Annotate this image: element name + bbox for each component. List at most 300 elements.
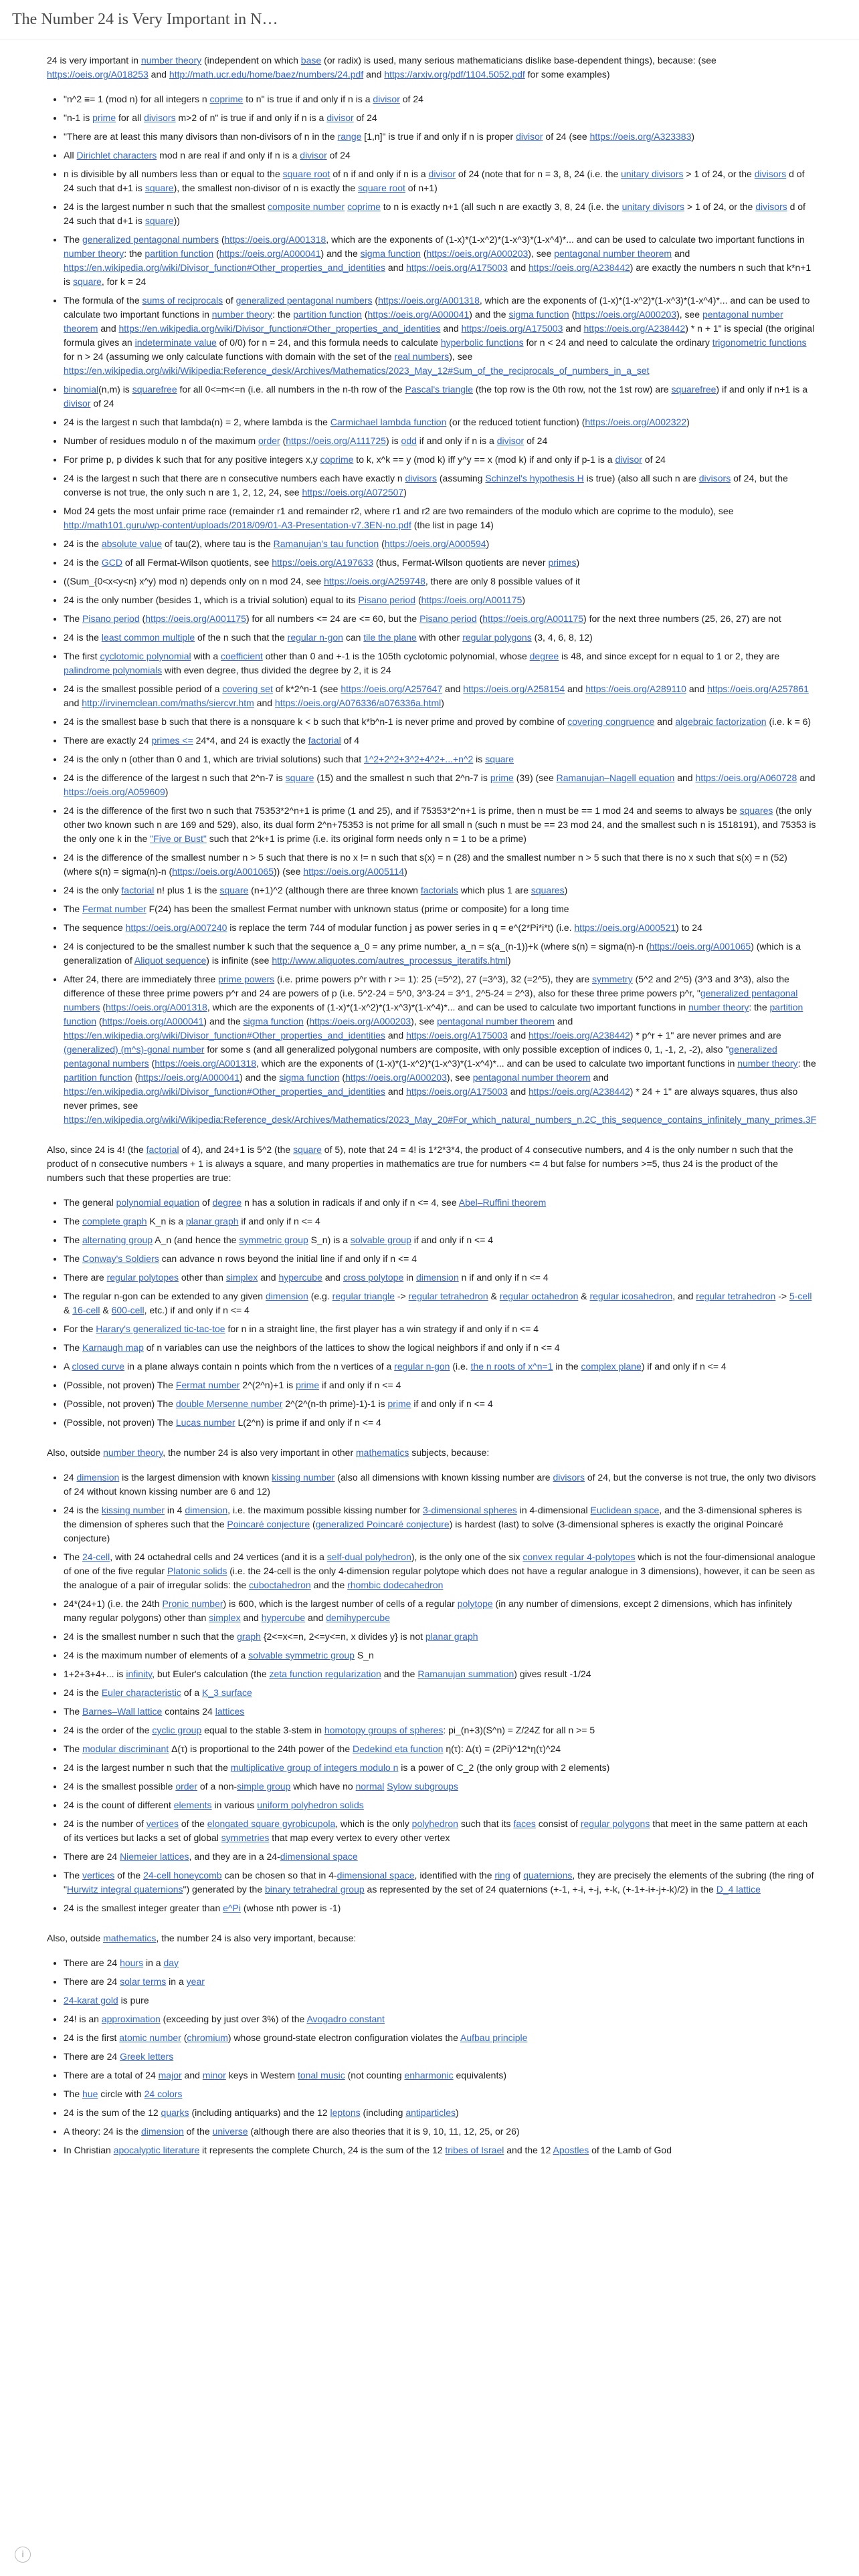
- inline-link[interactable]: square: [285, 772, 314, 783]
- text-run: The first: [64, 651, 100, 661]
- inline-link[interactable]: squarefree: [132, 384, 177, 395]
- inline-link[interactable]: hypercube: [261, 1612, 306, 1623]
- text-run: The: [64, 1551, 83, 1562]
- inline-link[interactable]: 24-cell honeycomb: [143, 1870, 222, 1881]
- inline-link[interactable]: trigonometric functions: [712, 337, 807, 348]
- inline-link[interactable]: https://oeis.org/A001318: [155, 1058, 256, 1069]
- inline-link[interactable]: kissing number: [101, 1505, 165, 1515]
- inline-link[interactable]: tonal music: [297, 2070, 345, 2080]
- inline-link[interactable]: partition function: [64, 1072, 132, 1083]
- inline-link[interactable]: algebraic factorization: [675, 716, 767, 727]
- inline-link[interactable]: tribes of Israel: [445, 2145, 504, 2155]
- inline-link[interactable]: hyperbolic functions: [440, 337, 524, 348]
- inline-link[interactable]: sigma function: [360, 248, 421, 259]
- text-run: (e.g.: [308, 1291, 332, 1301]
- inline-link[interactable]: elongated square gyrobicupola: [207, 1818, 336, 1829]
- inline-link[interactable]: "Five or Bust": [150, 833, 207, 844]
- inline-link[interactable]: https://oeis.org/A018253: [47, 69, 149, 80]
- inline-link[interactable]: square: [485, 754, 514, 764]
- inline-link[interactable]: Poincaré conjecture: [227, 1519, 310, 1529]
- inline-link[interactable]: covering set: [222, 683, 273, 694]
- inline-link[interactable]: K_3 surface: [202, 1687, 252, 1698]
- inline-link[interactable]: atomic number: [119, 2032, 181, 2043]
- inline-link[interactable]: sigma function: [508, 309, 569, 320]
- inline-link[interactable]: universe: [212, 2126, 248, 2137]
- inline-link[interactable]: Euler characteristic: [101, 1687, 181, 1698]
- inline-link[interactable]: https://oeis.org/A000203: [426, 248, 529, 259]
- inline-link[interactable]: simple group: [237, 1781, 291, 1792]
- inline-link[interactable]: convex regular 4-polytopes: [522, 1551, 636, 1562]
- text-run: (thus, Fermat-Wilson quotients are never: [373, 557, 549, 568]
- inline-link[interactable]: https://oeis.org/A000041: [138, 1072, 240, 1083]
- inline-link[interactable]: solar terms: [120, 1976, 167, 1987]
- inline-link[interactable]: prime: [490, 772, 514, 783]
- list-item: [64, 1550, 816, 1592]
- inline-link[interactable]: https://oeis.org/A175003: [406, 262, 508, 273]
- inline-link[interactable]: square: [145, 183, 174, 193]
- inline-link[interactable]: number theory: [64, 248, 124, 259]
- inline-link[interactable]: faces: [513, 1818, 536, 1829]
- inline-link[interactable]: 3-dimensional spheres: [422, 1505, 517, 1515]
- inline-link[interactable]: Platonic solids: [167, 1566, 227, 1576]
- inline-link[interactable]: factorial: [308, 735, 341, 746]
- inline-link[interactable]: https://en.wikipedia.org/wiki/Divisor_function#Other_properties_and_identities: [118, 323, 441, 334]
- inline-link[interactable]: https://oeis.org/A111725: [286, 435, 386, 446]
- inline-link[interactable]: pentagonal number theorem: [437, 1016, 555, 1027]
- inline-link[interactable]: dimension: [265, 1291, 308, 1301]
- inline-link[interactable]: https://en.wikipedia.org/wiki/Divisor_function#Other_properties_and_identities: [64, 1030, 385, 1041]
- inline-link[interactable]: square root: [358, 183, 405, 193]
- inline-link[interactable]: Conway's Soldiers: [82, 1253, 159, 1264]
- inline-link[interactable]: zeta function regularization: [269, 1669, 381, 1679]
- inline-link[interactable]: leptons: [330, 2107, 361, 2118]
- inline-link[interactable]: regular n-gon: [394, 1361, 450, 1372]
- text-run: and: [254, 697, 275, 708]
- inline-link[interactable]: binomial: [64, 384, 99, 395]
- inline-link[interactable]: https://oeis.org/A238442: [529, 1030, 630, 1041]
- inline-link[interactable]: 24-cell: [82, 1551, 110, 1562]
- inline-link[interactable]: degree: [212, 1197, 242, 1208]
- inline-link[interactable]: Abel–Ruffini theorem: [458, 1197, 547, 1208]
- inline-link[interactable]: order: [258, 435, 280, 446]
- list-item: [64, 612, 816, 626]
- inline-link[interactable]: https://oeis.org/A000041: [102, 1016, 204, 1027]
- inline-link[interactable]: Fermat number: [175, 1380, 240, 1390]
- inline-link[interactable]: Barnes–Wall lattice: [82, 1706, 163, 1717]
- inline-link[interactable]: https://en.wikipedia.org/wiki/Divisor_function#Other_properties_and_identities: [64, 262, 385, 273]
- inline-link[interactable]: tile the plane: [363, 632, 417, 643]
- inline-link[interactable]: https://oeis.org/A000041: [219, 248, 321, 259]
- inline-link[interactable]: planar graph: [425, 1631, 478, 1642]
- inline-link[interactable]: kissing number: [272, 1472, 335, 1483]
- inline-link[interactable]: Ramanujan summation: [417, 1669, 514, 1679]
- inline-link[interactable]: Harary's generalized tic-tac-toe: [96, 1323, 225, 1334]
- inline-link[interactable]: http://irvinemclean.com/maths/siercvr.htm: [82, 697, 254, 708]
- list-item: [64, 851, 816, 879]
- inline-link[interactable]: https://oeis.org/A076336/a076336a.html: [274, 697, 442, 708]
- inline-link[interactable]: regular polygons: [462, 632, 532, 643]
- inline-link[interactable]: hours: [120, 1957, 144, 1968]
- inline-link[interactable]: simplex: [209, 1612, 241, 1623]
- inline-link[interactable]: coprime: [209, 94, 244, 104]
- inline-link[interactable]: Pisano period: [82, 613, 140, 624]
- inline-link[interactable]: number theory: [140, 55, 202, 66]
- inline-link[interactable]: https://oeis.org/A001318: [378, 295, 480, 306]
- text-run: (: [213, 248, 219, 259]
- inline-link[interactable]: Dedekind eta function: [353, 1743, 444, 1754]
- inline-link[interactable]: https://en.wikipedia.org/wiki/Wikipedia:Reference_desk/Archives/Mathematics/2023_May_20#For_which_natural_numbers_n.2C_this_sequence_contains_infinitely_many_primes.3F: [64, 1114, 817, 1125]
- inline-link[interactable]: https://oeis.org/A002322: [585, 417, 687, 427]
- text-run: The: [64, 1743, 83, 1754]
- inline-link[interactable]: Fermat number: [82, 903, 147, 914]
- inline-link[interactable]: (generalized) (m^s)-gonal number: [64, 1044, 205, 1055]
- inline-link[interactable]: infinity: [126, 1669, 153, 1679]
- inline-link[interactable]: divisor: [300, 150, 327, 160]
- inline-link[interactable]: least common multiple: [101, 632, 195, 643]
- inline-link[interactable]: polytope: [457, 1598, 493, 1609]
- inline-link[interactable]: regular tetrahedron: [408, 1291, 488, 1301]
- inline-link[interactable]: polyhedron: [411, 1818, 458, 1829]
- inline-link[interactable]: solvable group: [350, 1235, 411, 1245]
- inline-link[interactable]: year: [186, 1976, 205, 1987]
- inline-link[interactable]: cyclotomic polynomial: [100, 651, 191, 661]
- text-run: : the: [749, 1002, 770, 1012]
- inline-link[interactable]: https://oeis.org/A175003: [461, 323, 563, 334]
- inline-link[interactable]: divisor: [615, 454, 642, 465]
- inline-link[interactable]: divisor: [496, 435, 524, 446]
- inline-link[interactable]: symmetric group: [239, 1235, 308, 1245]
- inline-link[interactable]: regular triangle: [332, 1291, 395, 1301]
- inline-link[interactable]: http://math101.guru/wp-content/uploads/2018/09/01-A3-Presentation-v7.3EN-no.pdf: [64, 520, 411, 530]
- inline-link[interactable]: factorial: [146, 1144, 179, 1155]
- inline-link[interactable]: https://oeis.org/A000521: [574, 922, 676, 933]
- inline-link[interactable]: prime: [92, 112, 116, 123]
- inline-link[interactable]: https://oeis.org/A257861: [707, 683, 809, 694]
- inline-link[interactable]: Avogadro constant: [306, 2014, 385, 2024]
- inline-link[interactable]: self-dual polyhedron: [326, 1551, 411, 1562]
- inline-link[interactable]: factorials: [420, 885, 458, 895]
- inline-link[interactable]: polynomial equation: [116, 1197, 200, 1208]
- inline-link[interactable]: Pronic number: [162, 1598, 223, 1609]
- inline-link[interactable]: square: [219, 885, 249, 895]
- inline-link[interactable]: Karnaugh map: [82, 1342, 144, 1353]
- inline-link[interactable]: dimension: [76, 1472, 120, 1483]
- inline-link[interactable]: range: [337, 131, 362, 142]
- inline-link[interactable]: closed curve: [72, 1361, 125, 1372]
- inline-link[interactable]: complete graph: [82, 1216, 147, 1226]
- inline-link[interactable]: Aliquot sequence: [134, 955, 207, 966]
- inline-link[interactable]: hypercube: [278, 1272, 322, 1283]
- text-run: , which are the exponents of (1-x)*(1-x^2)*(1-x^3)*(1-x^4)*... and can be used to calculate two important functions in: [256, 1058, 738, 1069]
- inline-link[interactable]: number theory: [103, 1447, 163, 1458]
- inline-link[interactable]: Aufbau principle: [460, 2032, 528, 2043]
- inline-link[interactable]: regular polytopes: [106, 1272, 179, 1283]
- inline-link[interactable]: simplex: [225, 1272, 258, 1283]
- text-run: : the: [124, 248, 145, 259]
- inline-link[interactable]: divisor: [428, 169, 456, 179]
- inline-link[interactable]: Ramanujan–Nagell equation: [556, 772, 675, 783]
- inline-link[interactable]: Euclidean space: [590, 1505, 660, 1515]
- inline-link[interactable]: divisors: [754, 169, 787, 179]
- inline-link[interactable]: sigma function: [243, 1016, 304, 1027]
- inline-link[interactable]: https://oeis.org/A000594: [384, 538, 486, 549]
- inline-link[interactable]: square: [73, 276, 102, 287]
- inline-link[interactable]: prime: [296, 1380, 320, 1390]
- inline-link[interactable]: symmetries: [221, 1832, 270, 1843]
- inline-link[interactable]: regular n-gon: [287, 632, 343, 643]
- list-item: [64, 1630, 816, 1644]
- inline-link[interactable]: generalized Poincaré conjecture: [315, 1519, 450, 1529]
- inline-link[interactable]: indeterminate value: [134, 337, 217, 348]
- inline-link[interactable]: cyclic group: [152, 1725, 202, 1735]
- inline-link[interactable]: Ramanujan's tau function: [273, 538, 379, 549]
- inline-link[interactable]: Apostles: [553, 2145, 589, 2155]
- text-run: The: [64, 1216, 83, 1226]
- inline-link[interactable]: Pisano period: [419, 613, 477, 624]
- inline-link[interactable]: squarefree: [671, 384, 717, 395]
- inline-link[interactable]: dimensional space: [280, 1851, 358, 1862]
- inline-link[interactable]: unitary divisors: [621, 169, 684, 179]
- inline-link[interactable]: generalized pentagonal numbers: [64, 988, 798, 1012]
- inline-link[interactable]: https://oeis.org/A005114: [303, 866, 405, 877]
- inline-link[interactable]: partition function: [293, 309, 362, 320]
- inline-link[interactable]: divisors: [405, 473, 437, 484]
- inline-link[interactable]: https://oeis.org/A000041: [367, 309, 470, 320]
- inline-link[interactable]: multiplicative group of integers modulo n: [230, 1762, 399, 1773]
- inline-link[interactable]: GCD: [101, 557, 122, 568]
- inline-link[interactable]: Schinzel's hypothesis H: [485, 473, 584, 484]
- list-item: [64, 1341, 816, 1355]
- inline-link[interactable]: chromium: [187, 2032, 228, 2043]
- inline-link[interactable]: dimension: [140, 2126, 184, 2137]
- inline-link[interactable]: https://oeis.org/A238442: [529, 262, 630, 273]
- inline-link[interactable]: prime: [387, 1398, 411, 1409]
- inline-link[interactable]: Pascal's triangle: [405, 384, 473, 395]
- inline-link[interactable]: enharmonic: [404, 2070, 454, 2080]
- inline-link[interactable]: partition function: [64, 1002, 803, 1027]
- inline-link[interactable]: generalized pentagonal numbers: [82, 234, 219, 245]
- inline-link[interactable]: 5-cell: [789, 1291, 812, 1301]
- inline-link[interactable]: https://oeis.org/A000203: [309, 1016, 411, 1027]
- inline-link[interactable]: homotopy groups of spheres: [324, 1725, 444, 1735]
- inline-link[interactable]: https://oeis.org/A059609: [64, 786, 165, 797]
- inline-link[interactable]: square: [145, 215, 174, 226]
- inline-link[interactable]: mathematics: [103, 1933, 157, 1943]
- inline-link[interactable]: https://oeis.org/A001175: [145, 613, 246, 624]
- inline-link[interactable]: rhombic dodecahedron: [347, 1580, 444, 1590]
- inline-link[interactable]: Lucas number: [175, 1417, 235, 1428]
- inline-link[interactable]: binary tetrahedral group: [265, 1884, 365, 1895]
- inline-link[interactable]: cuboctahedron: [249, 1580, 311, 1590]
- inline-link[interactable]: odd: [401, 435, 417, 446]
- inline-link[interactable]: https://oeis.org/A060728: [695, 772, 797, 783]
- inline-link[interactable]: sigma function: [279, 1072, 340, 1083]
- inline-link[interactable]: https://oeis.org/A175003: [406, 1030, 508, 1041]
- inline-link[interactable]: D_4 lattice: [716, 1884, 761, 1895]
- inline-link[interactable]: https://oeis.org/A257647: [341, 683, 443, 694]
- inline-link[interactable]: https://oeis.org/A001065: [172, 866, 274, 877]
- text-run: &: [64, 1305, 73, 1315]
- inline-link[interactable]: divisors: [755, 201, 787, 212]
- inline-link[interactable]: number theory: [688, 1002, 749, 1012]
- inline-link[interactable]: composite number: [268, 201, 345, 212]
- inline-link[interactable]: pentagonal number theorem: [472, 1072, 591, 1083]
- inline-link[interactable]: regular polygons: [580, 1818, 650, 1829]
- inline-link[interactable]: major: [158, 2070, 182, 2080]
- text-run: ) is infinite (see: [206, 955, 272, 966]
- inline-link[interactable]: hue: [82, 2088, 98, 2099]
- inline-link[interactable]: squares: [739, 805, 773, 816]
- inline-link[interactable]: number theory: [737, 1058, 798, 1069]
- inline-link[interactable]: https://oeis.org/A001318: [106, 1002, 207, 1012]
- inline-link[interactable]: https://en.wikipedia.org/wiki/Divisor_function#Other_properties_and_identities: [64, 1086, 385, 1097]
- inline-link[interactable]: partition function: [145, 248, 214, 259]
- inline-link[interactable]: prime powers: [218, 974, 275, 984]
- inline-link[interactable]: degree: [529, 651, 559, 661]
- inline-link[interactable]: https://oeis.org/A072507: [302, 487, 404, 498]
- inline-link[interactable]: Carmichael lambda function: [330, 417, 447, 427]
- inline-link[interactable]: day: [163, 1957, 179, 1968]
- inline-link[interactable]: double Mersenne number: [175, 1398, 283, 1409]
- inline-link[interactable]: https://oeis.org/A289110: [585, 683, 686, 694]
- inline-link[interactable]: complex plane: [581, 1361, 642, 1372]
- inline-link[interactable]: cross polytope: [343, 1272, 404, 1283]
- inline-link[interactable]: apocalyptic literature: [113, 2145, 200, 2155]
- inline-link[interactable]: https://oeis.org/A001175: [482, 613, 584, 624]
- inline-link[interactable]: sums of reciprocals: [142, 295, 223, 306]
- inline-link[interactable]: http://www.aliquotes.com/autres_processus_iteratifs.html: [272, 955, 508, 966]
- inline-link[interactable]: solvable symmetric group: [248, 1650, 355, 1660]
- inline-link[interactable]: https://oeis.org/A001175: [421, 595, 522, 605]
- inline-link[interactable]: mathematics: [356, 1447, 409, 1458]
- inline-link[interactable]: square: [293, 1144, 322, 1155]
- inline-link[interactable]: approximation: [101, 2014, 161, 2024]
- inline-link[interactable]: covering congruence: [567, 716, 655, 727]
- inline-link[interactable]: real numbers: [394, 351, 450, 362]
- inline-link[interactable]: minor: [202, 2070, 226, 2080]
- inline-link[interactable]: divisors: [553, 1472, 585, 1483]
- inline-link[interactable]: normal: [355, 1781, 385, 1792]
- inline-link[interactable]: vertices: [82, 1870, 115, 1881]
- inline-link[interactable]: pentagonal number theorem: [64, 309, 783, 334]
- inline-link[interactable]: regular tetrahedron: [696, 1291, 776, 1301]
- inline-link[interactable]: Pisano period: [358, 595, 416, 605]
- inline-link[interactable]: generalized pentagonal numbers: [64, 1044, 777, 1069]
- text-run: n is divisible by all numbers less than or equal to the: [64, 169, 283, 179]
- inline-link[interactable]: https://oeis.org/A001065: [649, 941, 751, 952]
- inline-link[interactable]: divisor: [326, 112, 354, 123]
- inline-link[interactable]: symmetry: [592, 974, 633, 984]
- inline-link[interactable]: order: [175, 1781, 197, 1792]
- inline-link[interactable]: squares: [531, 885, 565, 895]
- inline-link[interactable]: number theory: [211, 309, 273, 320]
- inline-link[interactable]: https://arxiv.org/pdf/1104.5052.pdf: [384, 69, 525, 80]
- inline-link[interactable]: https://oeis.org/A259748: [324, 576, 425, 586]
- inline-link[interactable]: primes <=: [151, 735, 193, 746]
- inline-link[interactable]: factorial: [121, 885, 155, 895]
- inline-link[interactable]: vertices: [146, 1818, 179, 1829]
- inline-link[interactable]: lattices: [215, 1706, 245, 1717]
- inline-link[interactable]: planar graph: [185, 1216, 239, 1226]
- inline-link[interactable]: 24 colors: [144, 2088, 183, 2099]
- inline-link[interactable]: divisor: [516, 131, 543, 142]
- inline-link[interactable]: e^Pi: [223, 1903, 241, 1913]
- text-run: &: [488, 1291, 500, 1301]
- inline-link[interactable]: divisors: [698, 473, 731, 484]
- inline-link[interactable]: https://oeis.org/A007240: [125, 922, 227, 933]
- inline-link[interactable]: https://oeis.org/A323383: [589, 131, 692, 142]
- inline-link[interactable]: base: [300, 55, 322, 66]
- inline-link[interactable]: dimensional space: [337, 1870, 415, 1881]
- inline-link[interactable]: Dirichlet characters: [76, 150, 157, 160]
- inline-link[interactable]: divisor: [64, 398, 91, 409]
- inline-link[interactable]: coprime: [320, 454, 354, 465]
- inline-link[interactable]: ring: [494, 1870, 510, 1881]
- inline-link[interactable]: pentagonal number theorem: [554, 248, 672, 259]
- inline-link[interactable]: antiparticles: [405, 2107, 456, 2118]
- inline-link[interactable]: elements: [173, 1800, 212, 1810]
- inline-link[interactable]: absolute value: [101, 538, 163, 549]
- inline-link[interactable]: Sylow subgroups: [387, 1781, 458, 1792]
- inline-link[interactable]: 600-cell: [111, 1305, 145, 1315]
- inline-link[interactable]: graph: [237, 1631, 261, 1642]
- inline-link[interactable]: coprime: [347, 201, 381, 212]
- inline-link[interactable]: coefficient: [221, 651, 263, 661]
- inline-link[interactable]: generalized pentagonal numbers: [235, 295, 373, 306]
- inline-link[interactable]: primes: [548, 557, 577, 568]
- inline-link[interactable]: https://oeis.org/A258154: [463, 683, 565, 694]
- inline-link[interactable]: https://oeis.org/A000203: [345, 1072, 447, 1083]
- inline-link[interactable]: unitary divisors: [622, 201, 684, 212]
- inline-link[interactable]: Greek letters: [120, 2051, 174, 2062]
- inline-link[interactable]: alternating group: [82, 1235, 153, 1245]
- inline-link[interactable]: regular octahedron: [499, 1291, 579, 1301]
- inline-link[interactable]: dimension: [185, 1505, 228, 1515]
- inline-link[interactable]: Niemeier lattices: [120, 1851, 189, 1862]
- text-run: 24 is the difference of the smallest number n > 5 such that there is no x != n such that s(x) = n (28) and the smallest number n > 5 such that there is no x such that s(x) = n (52) (where s(n) = sigma(n)-n (: [64, 852, 787, 877]
- text-run: 24 is the only n (other than 0 and 1, which are trivial solutions) such that: [64, 754, 365, 764]
- inline-link[interactable]: palindrome polynomials: [64, 665, 163, 675]
- info-icon[interactable]: i: [15, 2547, 31, 2563]
- inline-link[interactable]: http://math.ucr.edu/home/baez/numbers/24.pdf: [169, 69, 364, 80]
- inline-link[interactable]: Hurwitz integral quaternions: [66, 1884, 183, 1895]
- text-run: can: [343, 632, 364, 643]
- inline-link[interactable]: https://oeis.org/A000203: [575, 309, 677, 320]
- inline-link[interactable]: demihypercube: [326, 1612, 390, 1623]
- inline-link[interactable]: https://oeis.org/A238442: [529, 1086, 630, 1097]
- inline-link[interactable]: dimension: [415, 1272, 459, 1283]
- inline-link[interactable]: divisors: [144, 112, 176, 123]
- inline-link[interactable]: https://oeis.org/A175003: [406, 1086, 508, 1097]
- inline-link[interactable]: regular icosahedron: [589, 1291, 673, 1301]
- inline-link[interactable]: modular discriminant: [82, 1743, 169, 1754]
- inline-link[interactable]: 24-karat gold: [64, 1995, 118, 2006]
- list-item: [64, 1705, 816, 1719]
- inline-link[interactable]: https://oeis.org/A197633: [272, 557, 374, 568]
- inline-link[interactable]: quarks: [161, 2107, 189, 2118]
- inline-link[interactable]: https://oeis.org/A238442: [583, 323, 686, 334]
- inline-link[interactable]: quaternions: [523, 1870, 573, 1881]
- inline-link[interactable]: square root: [282, 169, 330, 179]
- inline-link[interactable]: the n roots of x^n=1: [470, 1361, 553, 1372]
- inline-link[interactable]: 16-cell: [72, 1305, 100, 1315]
- inline-link[interactable]: uniform polyhedron solids: [257, 1800, 364, 1810]
- inline-link[interactable]: https://en.wikipedia.org/wiki/Wikipedia:Reference_desk/Archives/Mathematics/2023_May_12#Sum_of_the_reciprocals_of_numbers_in_a_set: [64, 365, 650, 376]
- inline-link[interactable]: 1^2+2^2+3^2+4^2+...+n^2: [364, 754, 474, 764]
- inline-link[interactable]: divisor: [373, 94, 400, 104]
- text-run: The sequence: [64, 922, 126, 933]
- inline-link[interactable]: https://oeis.org/A001318: [224, 234, 326, 245]
